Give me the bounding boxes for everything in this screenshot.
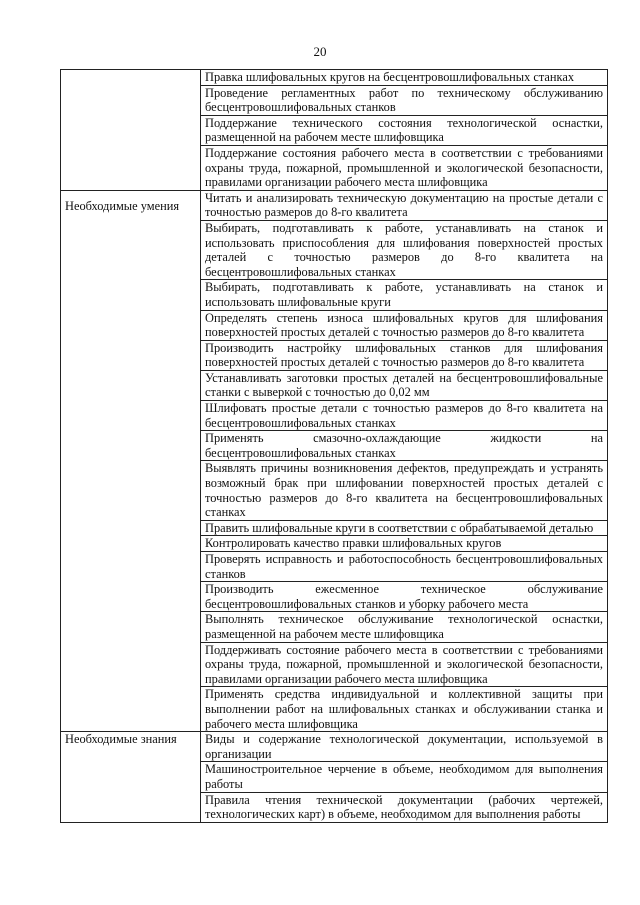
page-number: 20 xyxy=(313,44,327,59)
table-row xyxy=(61,190,608,220)
requirement-item: Определять степень износа шлифовальных кругов для шлифования поверхностей простых деталей с точностью размеров до 8-го квалитета xyxy=(201,310,608,340)
category-cell xyxy=(61,190,201,731)
requirement-item: Производить ежесменное техническое обслуживание бесцентровошлифовальных станков и уборку рабочего места xyxy=(201,582,608,612)
requirement-item: Применять смазочно-охлаждающие жидкости на бесцентровошлифовальных станках xyxy=(201,431,608,461)
requirement-item: Производить настройку шлифовальных станков для шлифования поверхностей простых деталей с точностью размеров до 8-го квалитета xyxy=(201,340,608,370)
requirements-table-body xyxy=(61,70,608,823)
requirement-item: Читать и анализировать техническую документацию на простые детали с точностью размеров до 8-го квалитета xyxy=(201,190,608,220)
requirement-item: Шлифовать простые детали с точностью размеров до 8-го квалитета на бесцентровошлифовальных станках xyxy=(201,401,608,431)
requirement-item: Проверять исправность и работоспособность бесцентровошлифовальных станков xyxy=(201,552,608,582)
requirement-item: Машиностроительное черчение в объеме, необходимом для выполнения работы xyxy=(201,762,608,792)
category-label: Необходимые умения xyxy=(65,198,180,213)
requirement-item: Выбирать, подготавливать к работе, устанавливать на станок и использовать приспособления для шлифования поверхностей простых деталей с точностью размеров до 8-го квалитета на бесцентровошлифовальных станках xyxy=(201,220,608,279)
requirement-item: Применять средства индивидуальной и коллективной защиты при выполнении работ на шлифовальных станках и обслуживании станка и рабочего места шлифовщика xyxy=(201,687,608,732)
requirement-item: Править шлифовальные круги в соответствии с обрабатываемой деталью xyxy=(201,520,608,536)
requirement-item: Поддерживать состояние рабочего места в соответствии с требованиями охраны труда, пожарной, промышленной и экологической безопасности, правилами организации рабочего места шлифовщика xyxy=(201,642,608,687)
category-cell xyxy=(61,70,201,191)
requirement-item: Устанавливать заготовки простых деталей на бесцентровошлифовальные станки с выверкой с точностью до 0,02 мм xyxy=(201,370,608,400)
requirements-table xyxy=(60,69,608,823)
requirement-item: Правка шлифовальных кругов на бесцентровошлифовальных станках xyxy=(201,70,608,86)
requirement-item: Выявлять причины возникновения дефектов, предупреждать и устранять возможный брак при шлифовании поверхностей простых деталей с точностью размеров до 8-го квалитета на бесцентровошлифовальных станках xyxy=(201,461,608,520)
requirement-item: Проведение регламентных работ по техническому обслуживанию бесцентровошлифовальных станков xyxy=(201,85,608,115)
table-row xyxy=(61,732,608,762)
table-row xyxy=(61,70,608,86)
requirement-item: Поддержание технического состояния технологической оснастки, размещенной на рабочем месте шлифовщика xyxy=(201,115,608,145)
requirement-item: Поддержание состояния рабочего места в соответствии с требованиями охраны труда, пожарной, промышленной и экологической безопасности, правилами организации рабочего места шлифовщика xyxy=(201,145,608,190)
requirement-item: Выполнять техническое обслуживание технологической оснастки, размещенной на рабочем месте шлифовщика xyxy=(201,612,608,642)
requirement-item: Виды и содержание технологической документации, используемой в организации xyxy=(201,732,608,762)
requirement-item: Контролировать качество правки шлифовальных кругов xyxy=(201,536,608,552)
category-label: Необходимые знания xyxy=(65,732,177,747)
category-cell xyxy=(61,732,201,823)
requirement-item: Правила чтения технической документации (рабочих чертежей, технологических карт) в объеме, необходимом для выполнения работы xyxy=(201,792,608,822)
requirement-item: Выбирать, подготавливать к работе, устанавливать на станок и использовать шлифовальные круги xyxy=(201,280,608,310)
